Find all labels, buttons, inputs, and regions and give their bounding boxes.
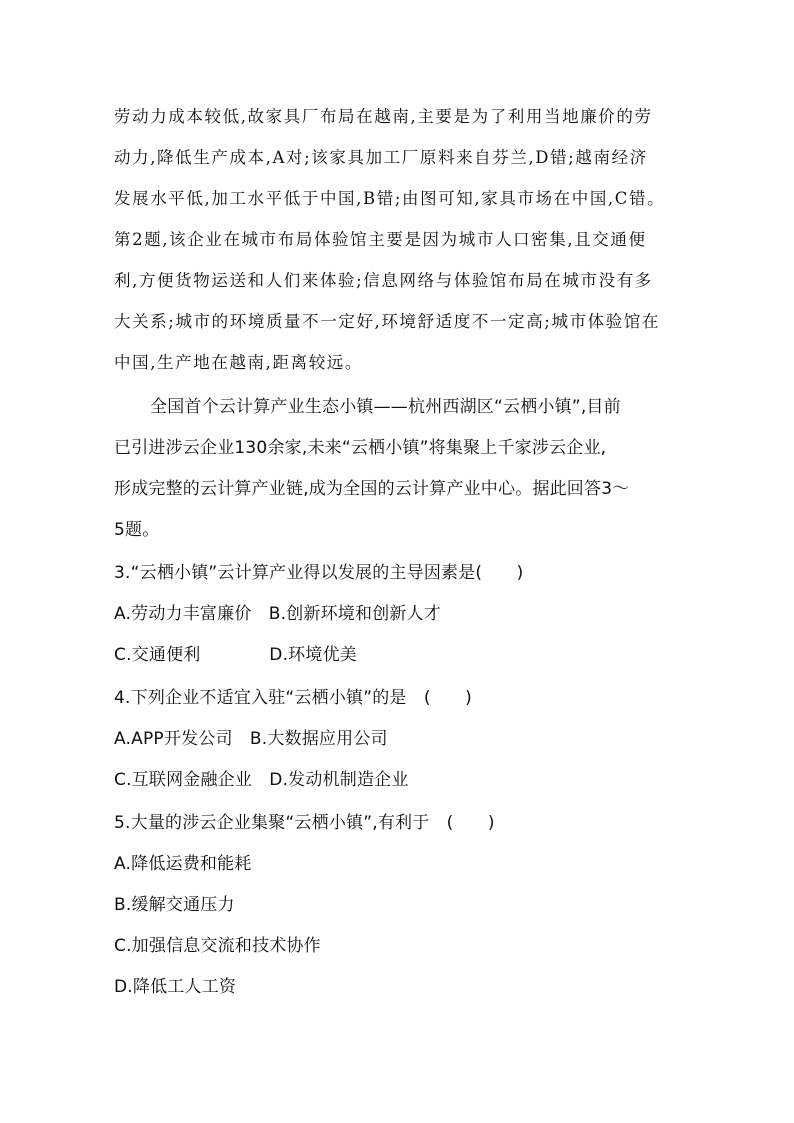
question-option: A.降低运费和能耗	[114, 854, 252, 874]
intro-line: 形成完整的云计算产业链,成为全国的云计算产业中心。据此回答3～	[114, 479, 630, 499]
question-options-row: A.劳动力丰富廉价 B.创新环境和创新人才	[114, 604, 441, 624]
explanation-line: 发展水平低,加工水平低于中国,B错;由图可知,家具市场在中国,C错。	[114, 189, 666, 208]
explanation-line: 劳动力成本较低,故家具厂布局在越南,主要是为了利用当地廉价的劳	[114, 107, 653, 126]
explanation-line: 第2题,该企业在城市布局体验馆主要是因为城市人口密集,且交通便	[114, 230, 647, 249]
explanation-line: 动力,降低生产成本,A对;该家具加工厂原料来自芬兰,D错;越南经济	[114, 148, 648, 167]
question-stem: 5.大量的涉云企业集聚“云栖小镇”,有利于 ( )	[114, 813, 495, 833]
question-options-row: C.交通便利 D.环境优美	[114, 645, 357, 665]
intro-line: 5题。	[114, 520, 160, 540]
intro-line: 已引进涉云企业130余家,未来“云栖小镇”将集聚上千家涉云企业,	[114, 438, 607, 458]
question-option: C.加强信息交流和技术协作	[114, 936, 321, 956]
question-option: D.降低工人工资	[114, 977, 237, 997]
question-options-row: C.互联网金融企业 D.发动机制造企业	[114, 770, 409, 790]
question-5	[114, 803, 684, 1008]
explanation-line: 大关系;城市的环境质量不一定好,环境舒适度不一定高;城市体验馆在	[114, 312, 661, 331]
explanation-line: 中国,生产地在越南,距离较远。	[114, 353, 363, 372]
question-stem: 3.“云栖小镇”云计算产业得以发展的主导因素是( )	[114, 563, 524, 583]
question-4	[114, 678, 684, 801]
question-3	[114, 553, 684, 676]
intro-line: 全国首个云计算产业生态小镇——杭州西湖区“云栖小镇”,目前	[150, 397, 621, 417]
question-options-row: A.APP开发公司 B.大数据应用公司	[114, 729, 388, 749]
intro-passage	[114, 387, 684, 551]
question-stem: 4.下列企业不适宜入驻“云栖小镇”的是 ( )	[114, 688, 472, 708]
question-option: B.缓解交通压力	[114, 895, 235, 915]
explanation-line: 利,方便货物运送和人们来体验;信息网络与体验馆布局在城市没有多	[114, 271, 653, 290]
explanation-block	[114, 96, 684, 383]
